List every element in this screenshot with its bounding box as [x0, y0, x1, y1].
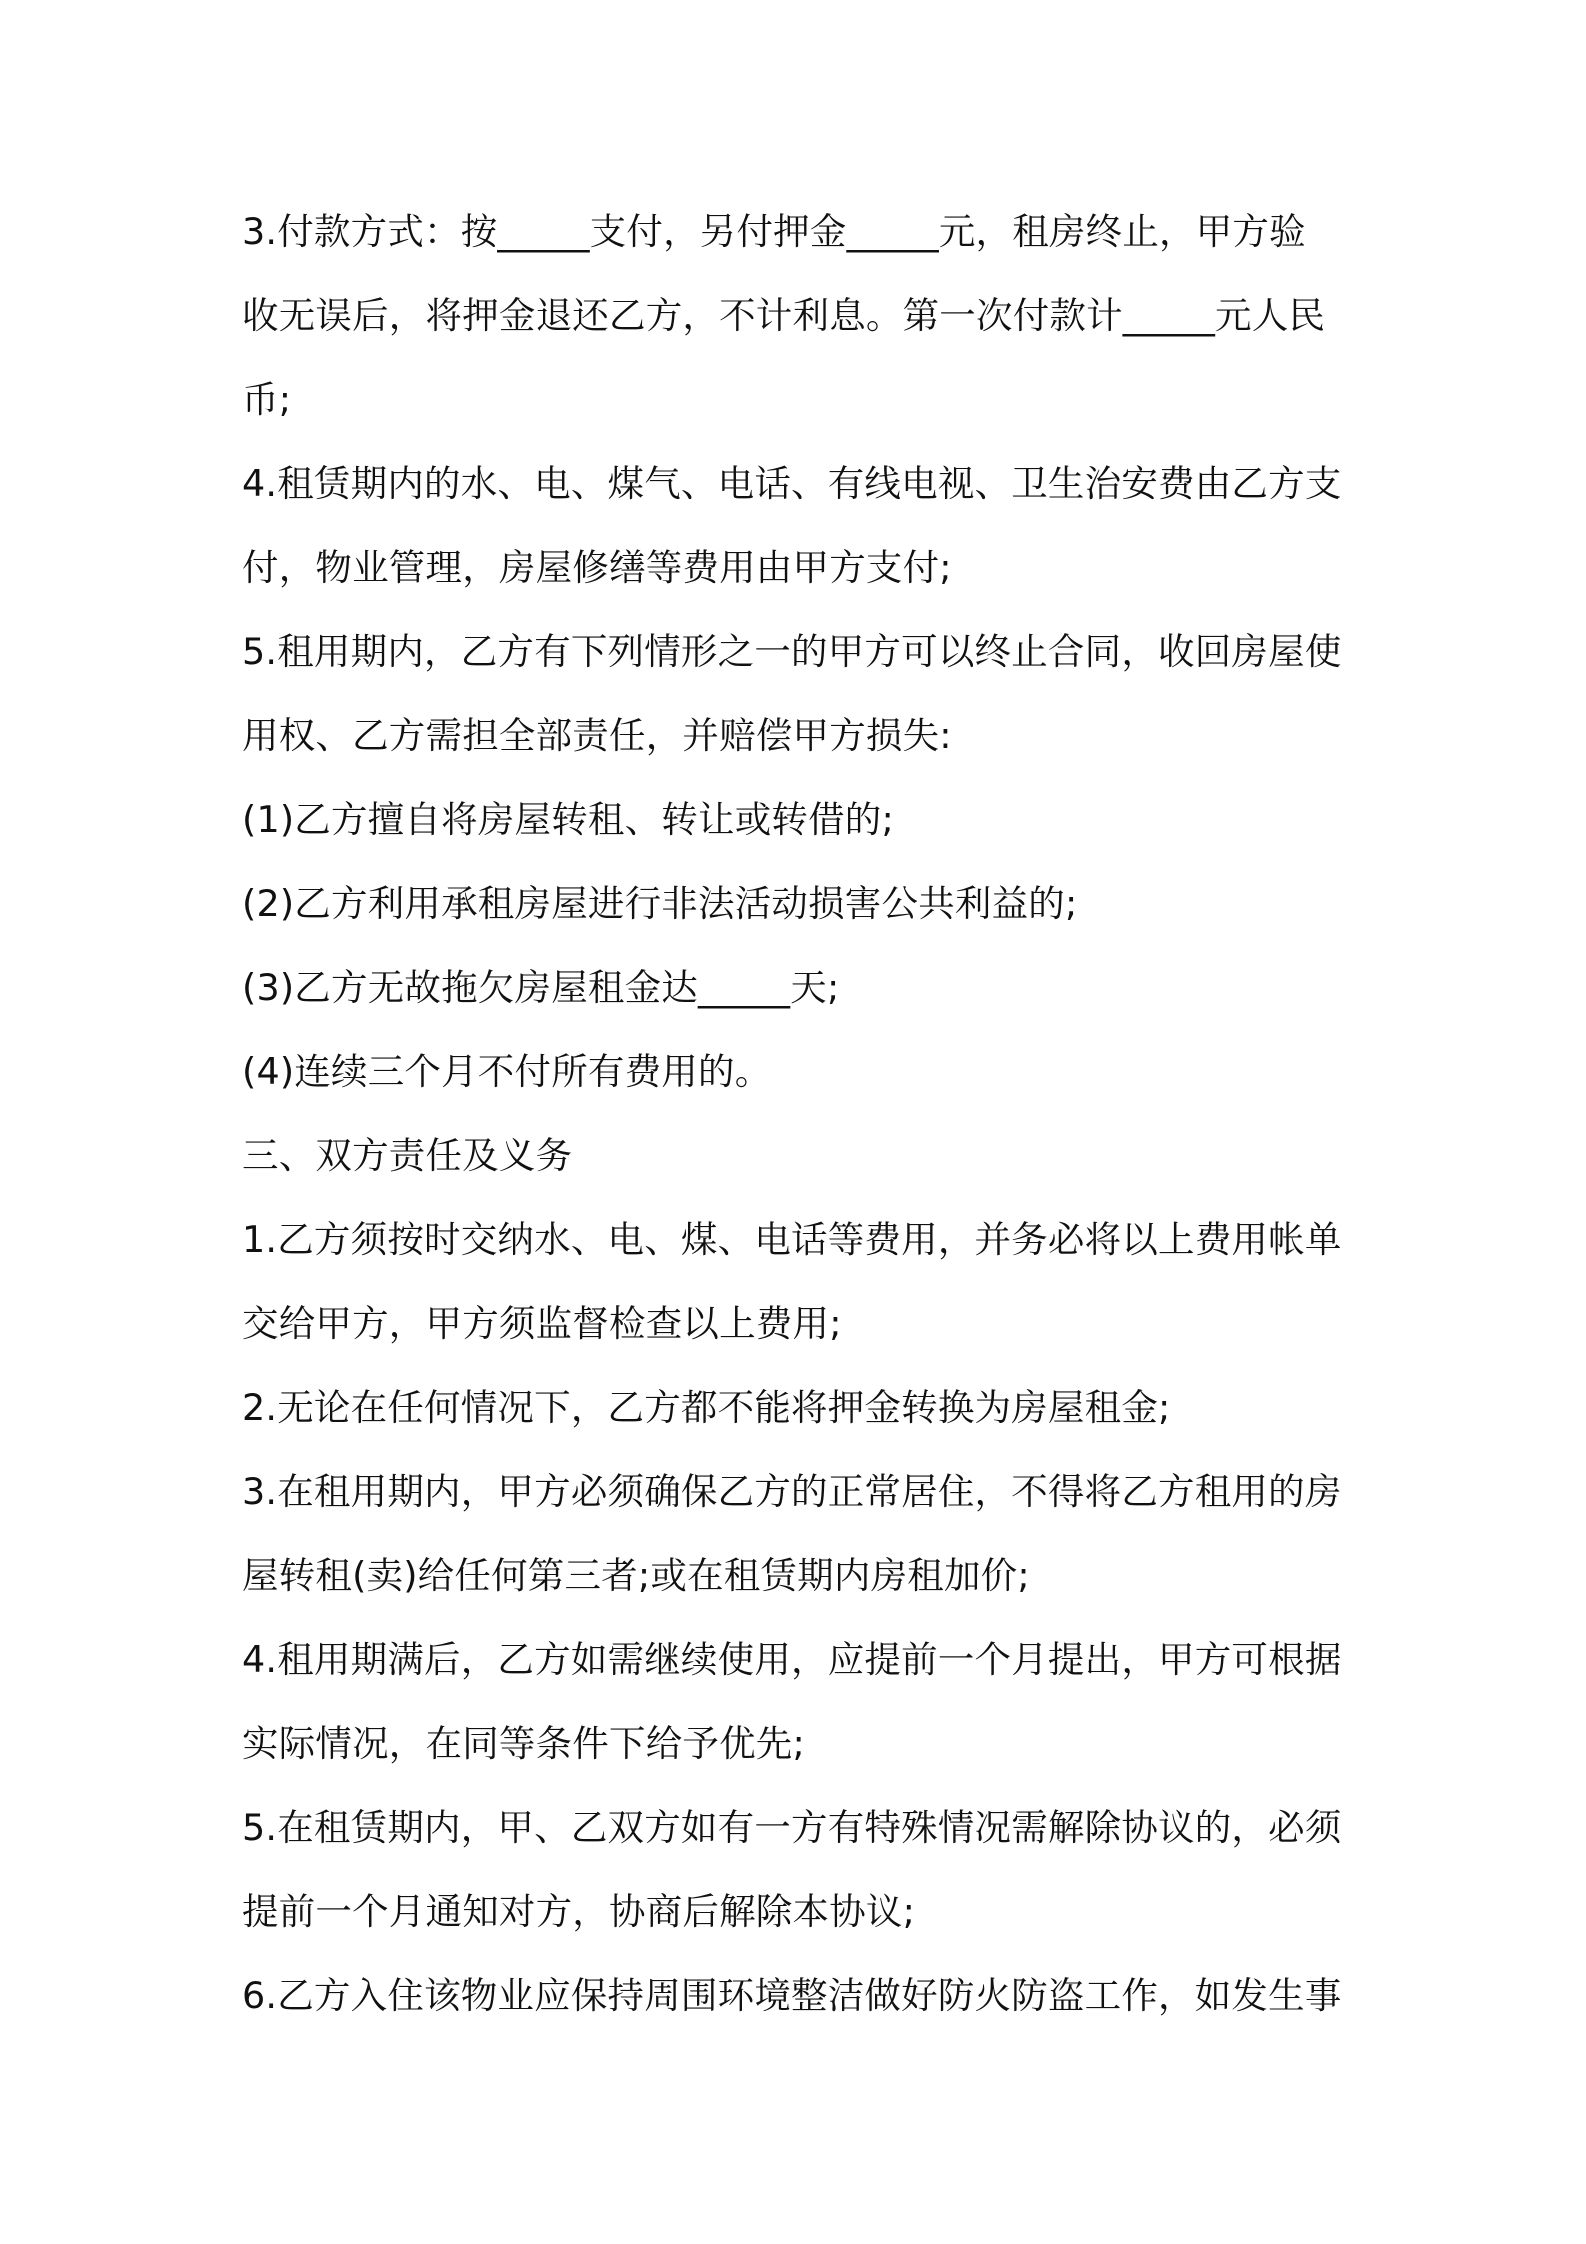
text-line: 5.租用期内，乙方有下列情形之一的甲方可以终止合同，收回房屋使	[242, 630, 1342, 673]
text-line: 币;	[242, 378, 292, 421]
text-line: 4.租用期满后，乙方如需继续使用，应提前一个月提出，甲方可根据	[242, 1638, 1342, 1681]
text-line: 实际情况，在同等条件下给予优先;	[242, 1722, 805, 1765]
text-line: (4)连续三个月不付所有费用的。	[242, 1050, 772, 1093]
text-line: 付，物业管理，房屋修缮等费用由甲方支付;	[242, 546, 952, 589]
text-line: 3.在租用期内，甲方必须确保乙方的正常居住，不得将乙方租用的房	[242, 1470, 1342, 1513]
text-line: (3)乙方无故拖欠房屋租金达_____天;	[242, 966, 840, 1009]
text-line: 收无误后，将押金退还乙方，不计利息。第一次付款计_____元人民	[242, 294, 1326, 337]
text-line: 3.付款方式：按_____支付，另付押金_____元，租房终止，甲方验	[242, 210, 1306, 253]
document-body	[242, 190, 1372, 2038]
text-line: 用权、乙方需担全部责任，并赔偿甲方损失:	[242, 714, 952, 757]
text-line: 屋转租(卖)给任何第三者;或在租赁期内房租加价;	[242, 1554, 1030, 1597]
text-line: (2)乙方利用承租房屋进行非法活动损害公共利益的;	[242, 882, 1078, 925]
text-line: 2.无论在任何情况下，乙方都不能将押金转换为房屋租金;	[242, 1386, 1171, 1429]
text-line: (1)乙方擅自将房屋转租、转让或转借的;	[242, 798, 894, 841]
text-line: 5.在租赁期内，甲、乙双方如有一方有特殊情况需解除协议的，必须	[242, 1806, 1342, 1849]
text-line: 6.乙方入住该物业应保持周围环境整洁做好防火防盗工作，如发生事	[242, 1974, 1342, 2017]
section-heading: 三、双方责任及义务	[242, 1134, 573, 1177]
text-line: 1.乙方须按时交纳水、电、煤、电话等费用，并务必将以上费用帐单	[242, 1218, 1342, 1261]
text-line: 4.租赁期内的水、电、煤气、电话、有线电视、卫生治安费由乙方支	[242, 462, 1342, 505]
text-line: 交给甲方，甲方须监督检查以上费用;	[242, 1302, 842, 1345]
text-line: 提前一个月通知对方，协商后解除本协议;	[242, 1890, 916, 1933]
